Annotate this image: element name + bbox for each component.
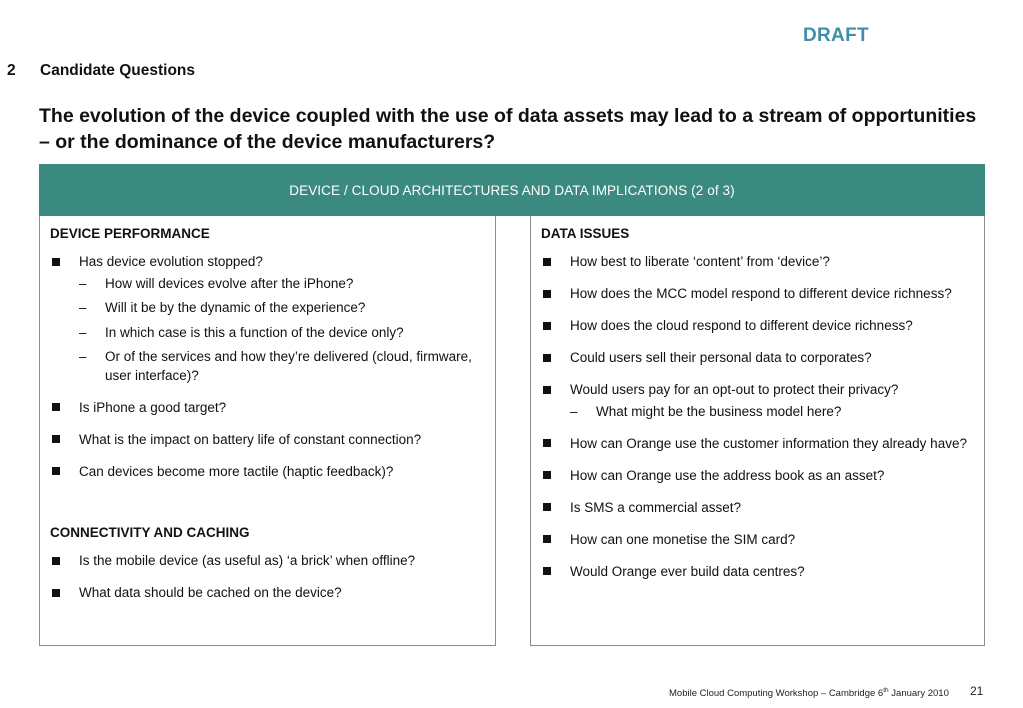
list-item [541,531,974,550]
list-item [50,399,485,418]
section-title: Candidate Questions [40,62,196,79]
sub-item [79,348,485,385]
device-performance-panel [39,216,496,646]
sub-item [79,275,485,294]
question-text: How can Orange use the address book as an asset? [570,467,885,483]
square-bullet-icon [52,403,60,411]
draft-label: DRAFT [803,25,869,46]
square-bullet-icon [52,258,60,266]
question-text: What is the impact on battery life of constant connection? [79,431,422,447]
page-number: 21 [970,684,984,698]
question-text: Can devices become more tactile (haptic feedback)? [79,463,394,479]
question-list [50,552,485,603]
list-item [541,349,974,368]
question-list [50,253,485,481]
square-bullet-icon [52,557,60,565]
square-bullet-icon [543,386,551,394]
dash-icon: – [79,324,87,340]
list-item [541,467,974,486]
square-bullet-icon [543,535,551,543]
list-item [50,431,485,450]
question-text: Is the mobile device (as useful as) ‘a brick’ when offline? [79,553,416,568]
square-bullet-icon [52,435,60,443]
question-text: Would Orange ever build data centres? [570,563,805,579]
sub-item [570,403,974,422]
sub-item [79,299,485,318]
panel-subtitle: CONNECTIVITY AND CACHING [50,525,250,540]
table-banner [39,164,985,216]
square-bullet-icon [543,290,551,298]
list-item [541,253,974,272]
sub-item-text: In which case is this a function of the device only? [105,324,404,340]
section-number: 2 [7,62,16,79]
question-text: Could users sell their personal data to corporates? [570,350,872,365]
dash-icon: – [79,275,87,291]
square-bullet-icon [52,589,60,597]
list-item [541,285,974,304]
footer-suffix: January 2010 [888,688,949,700]
question-text: Would users pay for an opt-out to protect their privacy? [570,382,899,397]
square-bullet-icon [543,258,551,266]
list-item [50,552,485,571]
banner-title: DEVICE / CLOUD ARCHITECTURES AND DATA IMPLICATIONS (2 of 3) [289,182,735,198]
dash-icon: – [79,300,87,315]
panel-title: DATA ISSUES [541,226,630,241]
footer-text [669,687,949,699]
question-text: Is iPhone a good target? [79,399,227,415]
sub-item-text: Will it be by the dynamic of the experience? [105,300,366,315]
question-text: How best to liberate ‘content’ from ‘device’? [570,254,830,269]
square-bullet-icon [543,503,551,511]
list-item [50,253,485,385]
question-text: How can one monetise the SIM card? [570,531,796,547]
question-text: How does the MCC model respond to different device richness? [570,286,952,301]
sub-item-text: What might be the business model here? [596,403,842,419]
sub-item-text: How will devices evolve after the iPhone? [105,275,354,291]
square-bullet-icon [543,439,551,447]
sub-list [79,275,485,386]
list-item [50,584,485,603]
list-item [541,563,974,582]
question-text: How can Orange use the customer information they already have? [570,435,967,451]
section-heading [7,62,195,80]
list-item [541,317,974,336]
dash-icon: – [570,403,578,419]
question-text: Is SMS a commercial asset? [570,499,742,515]
list-item [541,435,974,454]
footer-prefix: Mobile Cloud Computing Workshop – Cambridge 6 [669,688,884,700]
question-list [541,253,974,581]
question-text: What data should be cached on the device? [79,585,342,600]
sub-item-text: Or of the services and how they’re delivered (cloud, firmware, user interface)? [105,349,472,383]
sub-list [570,403,974,422]
square-bullet-icon [543,567,551,575]
panel-title: DEVICE PERFORMANCE [50,226,210,241]
square-bullet-icon [543,471,551,479]
list-item [541,499,974,518]
data-issues-panel [530,216,985,646]
sub-item [79,324,485,343]
headline: The evolution of the device coupled with the use of data assets may lead to a stream of opportunities – or the dominance of the device manufacturers? [39,105,977,153]
square-bullet-icon [543,322,551,330]
list-item [50,463,485,482]
question-text: Has device evolution stopped? [79,254,263,269]
square-bullet-icon [52,467,60,475]
square-bullet-icon [543,354,551,362]
dash-icon: – [79,349,87,364]
question-text: How does the cloud respond to different device richness? [570,318,913,333]
list-item [541,381,974,421]
footer-superscript: th [883,687,889,694]
